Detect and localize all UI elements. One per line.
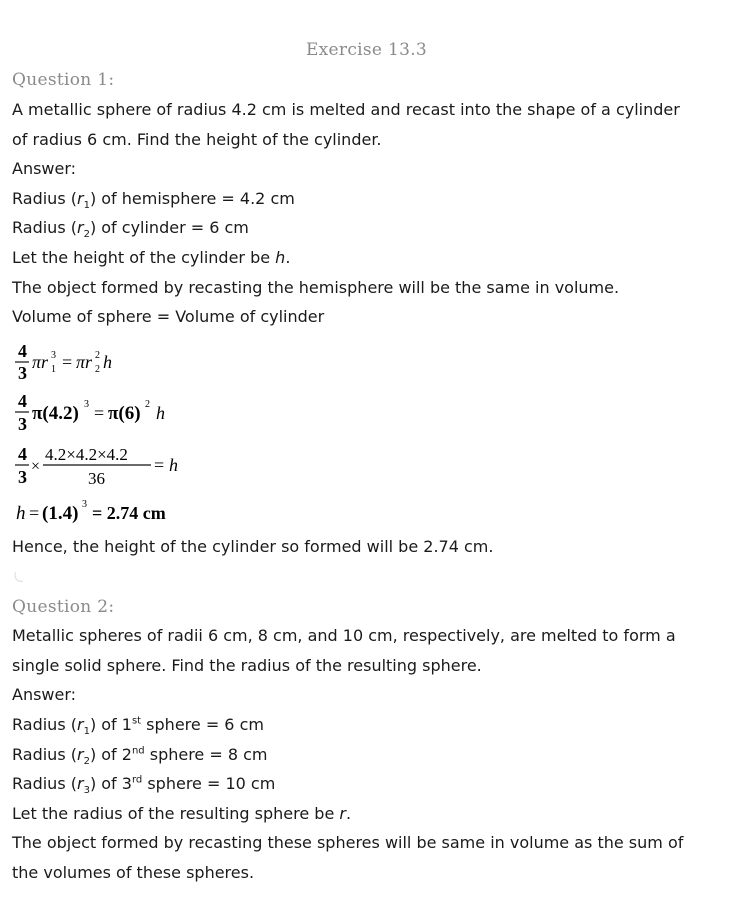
eq4-lhs: h [16, 503, 26, 524]
eq3-tail: h [169, 455, 178, 475]
eq2-tail: h [156, 403, 165, 423]
exercise-title: Exercise 13.3 [305, 40, 428, 60]
q1-answer-label: Answer: [12, 159, 77, 178]
eq3-numerator-2: 4.2×4.2×4.2 [45, 445, 128, 464]
eq1-lhs: πr [32, 352, 49, 372]
q2-radius-statement: Let the radius of the resulting sphere be r. [12, 804, 352, 823]
eq1-rhs-sup: 2 [95, 350, 100, 361]
eq2-rhs: π(6) [108, 403, 141, 424]
q2-answer-label: Answer: [12, 685, 77, 704]
eq2-equals: = [94, 403, 105, 423]
q2-radius-first-sphere: Radius $(r_1)$ of 1st sphere = 6 cm [12, 715, 264, 738]
eq2-lhs: π(4.2) [32, 403, 79, 424]
eq1-rhs: πr [76, 352, 93, 372]
q1-volume-equality: Volume of sphere = Volume of cylinder [12, 307, 325, 326]
eq1-denominator: 3 [18, 363, 27, 383]
q1-radius-hemisphere: Radius $(r_1)$ of hemisphere = 4.2 cm [12, 189, 295, 212]
q2-recast-line-1: The object formed by recasting these spheres will be same in volume as the sum of [12, 833, 684, 852]
eq3-times: × [31, 458, 41, 475]
eq1-tail: h [103, 352, 112, 372]
eq2-lhs-sup: 3 [84, 399, 89, 410]
q1-text-line-2: of radius 6 cm. Find the height of the cylinder. [12, 130, 382, 149]
eq1-numerator: 4 [18, 341, 27, 361]
q2-radius-second-sphere: Radius $(r_2)$ of 2nd sphere = 8 cm [12, 745, 268, 768]
eq2-numerator: 4 [18, 391, 27, 411]
eq4-equals: = [29, 503, 40, 523]
eq1-rhs-sub: 2 [95, 364, 100, 375]
q1-conclusion: Hence, the height of the cylinder so formed will be 2.74 cm. [12, 537, 494, 556]
q2-recast-line-2: the volumes of these spheres. [12, 863, 255, 882]
q1-text-line-1: A metallic sphere of radius 4.2 cm is melted and recast into the shape of a cylinder [12, 100, 680, 119]
loading-spinner-icon [14, 568, 28, 587]
eq1-equals: = [62, 352, 73, 372]
eq4-result: = 2.74 cm [92, 503, 166, 523]
eq1-lhs-sup: 3 [51, 350, 56, 361]
eq4-base: (1.4) [42, 503, 79, 524]
eq1-lhs-sub: 1 [51, 364, 56, 375]
q1-equation-3 [14, 443, 214, 491]
q2-text-line-1: Metallic spheres of radii 6 cm, 8 cm, and 10 cm, respectively, are melted to form a [12, 626, 676, 645]
eq2-denominator: 3 [18, 414, 27, 434]
q1-recast-statement: The object formed by recasting the hemisphere will be the same in volume. [12, 278, 620, 297]
eq3-denominator-1: 3 [18, 467, 27, 487]
question-1-heading: Question 1: [12, 70, 115, 90]
q1-equation-1 [14, 340, 144, 386]
eq3-equals: = [154, 455, 165, 475]
q1-height-statement: Let the height of the cylinder be h. [12, 248, 291, 267]
eq2-rhs-sup: 2 [145, 399, 150, 410]
question-2-heading: Question 2: [12, 597, 115, 617]
q2-text-line-2: single solid sphere. Find the radius of the resulting sphere. [12, 656, 482, 675]
eq3-denominator-2: 36 [88, 469, 105, 488]
q1-radius-cylinder: Radius $(r_2)$ of cylinder = 6 cm [12, 218, 249, 241]
q1-equation-2 [14, 390, 194, 438]
eq4-sup: 3 [82, 499, 87, 510]
eq3-numerator-1: 4 [18, 444, 27, 464]
q2-radius-third-sphere: Radius $(r_3)$ of 3rd sphere = 10 cm [12, 774, 276, 797]
q1-equation-4 [14, 497, 214, 529]
